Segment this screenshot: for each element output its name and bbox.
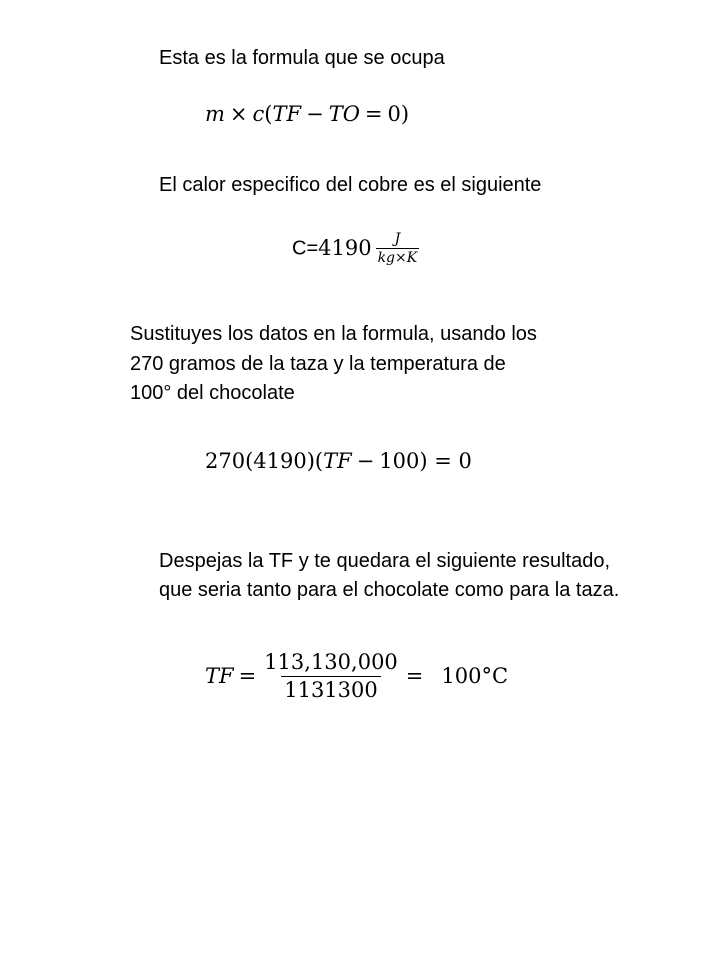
expr-prefix: 270(4190)(: [205, 449, 324, 473]
var-c: c: [252, 102, 265, 126]
var-to: TO: [328, 102, 360, 126]
formula-result: [205, 652, 508, 701]
fraction-numerator: 113,130,000: [264, 650, 398, 674]
var-tf: TF: [205, 664, 234, 688]
c-prefix: C=: [292, 237, 319, 260]
line-solve-1: Despejas la TF y te quedara el siguiente resultado,: [159, 550, 611, 572]
zero-value: 0: [387, 102, 401, 126]
formula-specific-heat: [292, 232, 419, 265]
line-substitute-2: 270 gramos de la taza y la temperatura de: [130, 353, 506, 375]
expr-suffix: 100) = 0: [379, 449, 472, 473]
line-solve-2: que seria tanto para el chocolate como para la taza.: [159, 579, 620, 601]
line-specific-heat: El calor especifico del cobre es el siguiente: [159, 174, 542, 196]
unit-numerator: J: [394, 231, 401, 247]
minus-sign: −: [306, 102, 324, 126]
c-value: 4190: [318, 236, 372, 260]
formula-substituted: [205, 451, 472, 472]
result-fraction: [261, 652, 401, 701]
unit-denominator: kg×K: [377, 250, 418, 266]
minus-sign: −: [356, 449, 375, 473]
line-substitute-1: Sustituyes los datos en la formula, usando los: [130, 323, 537, 345]
var-m: m: [205, 102, 225, 126]
var-tf: TF: [323, 449, 352, 473]
fraction-denominator: 1131300: [281, 676, 381, 701]
result-value: 100°C: [441, 664, 509, 688]
equals-sign: =: [238, 664, 257, 688]
close-paren: ): [400, 102, 410, 126]
equals-sign: =: [364, 102, 383, 126]
times-sign: ×: [229, 102, 248, 126]
open-paren: (: [264, 102, 273, 126]
var-tf: TF: [272, 102, 302, 126]
line-intro: Esta es la formula que se ocupa: [159, 47, 445, 69]
formula-heat-balance: [205, 104, 409, 125]
line-substitute-3: 100° del chocolate: [130, 382, 295, 404]
equals-sign-2: =: [405, 664, 424, 688]
unit-fraction: [376, 232, 420, 265]
